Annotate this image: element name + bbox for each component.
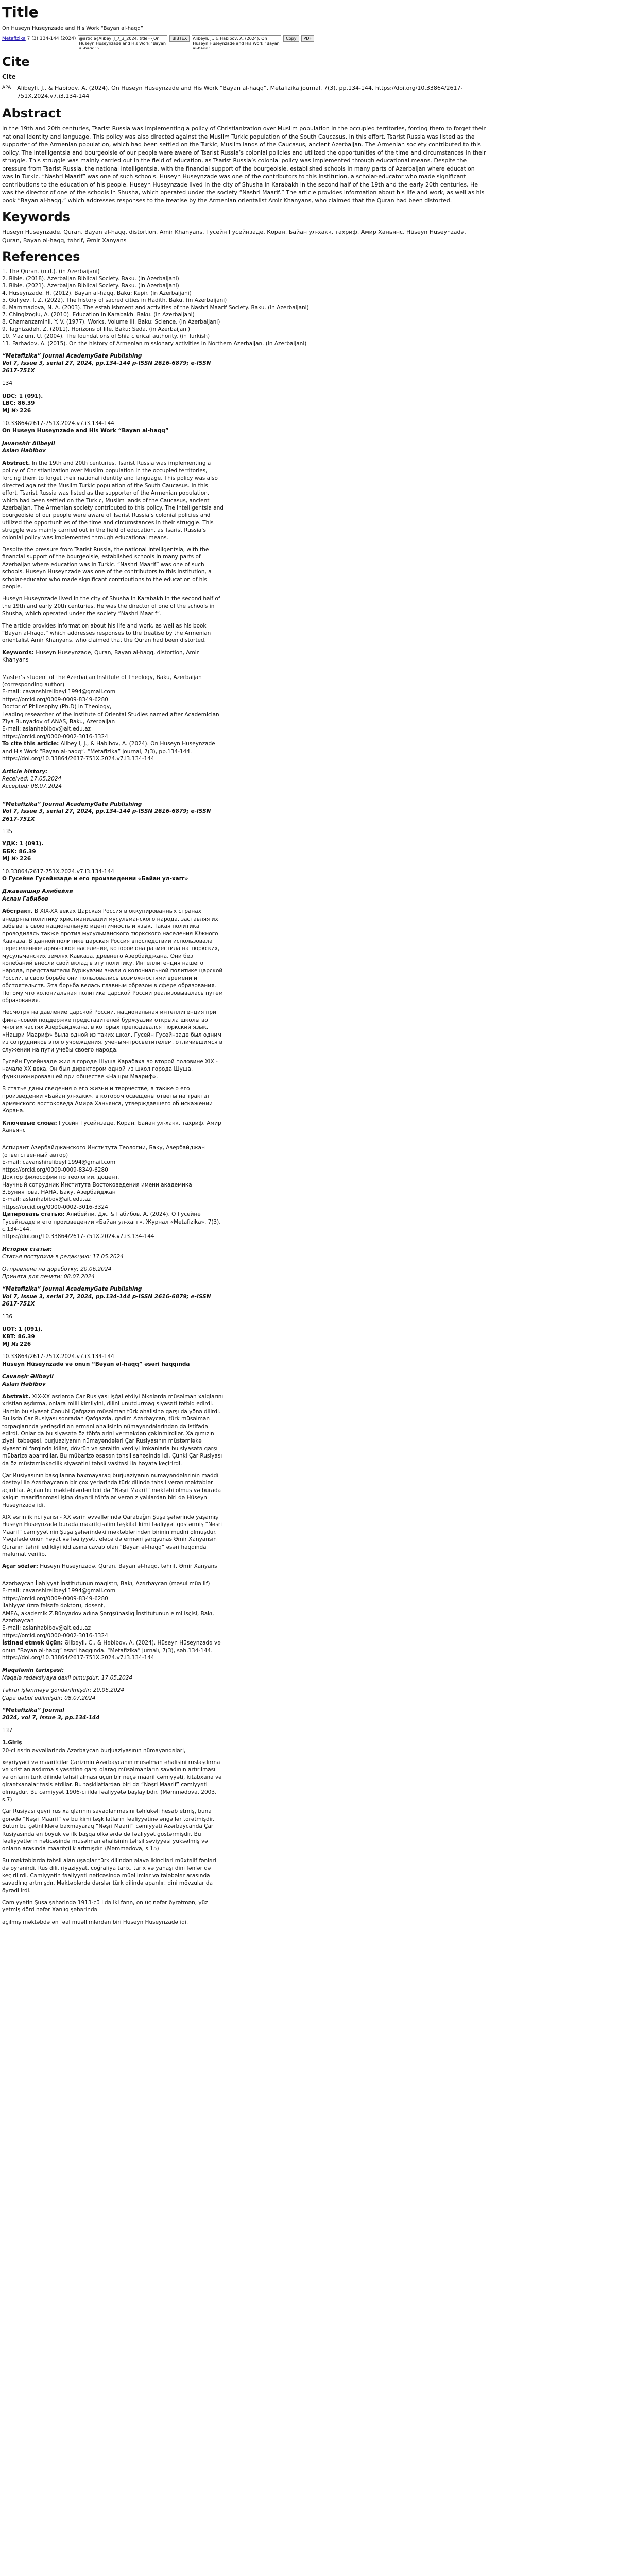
lbc: KBT: 86.39	[2, 1333, 35, 1340]
orcid: https://orcid.org/0000-0002-3016-3324	[2, 733, 108, 740]
affiliation: Doctor of Philosophy (Ph.D) in Theology,	[2, 704, 112, 710]
reference-item: 11. Farhadov, A. (2015). On the history of Armenian missionary activities in Northern Azerbaijan. (in Azerbaijani)	[2, 341, 307, 347]
cite-heading: Cite	[2, 54, 30, 69]
article-english	[2, 352, 224, 1926]
abstract-label: Abstrakt.	[2, 1393, 31, 1400]
abstract-paragraph	[2, 1393, 224, 1467]
keywords-text: Hüseyn Hüseynzadə, Quran, Bəyan əl-haqq, təhrif, Əmir Xanyans	[38, 1563, 217, 1570]
cite-label: To cite this article:	[2, 741, 59, 748]
volume-line: Vol 7, Issue 3, serial 27, 2024, pp.134-144 p-ISSN 2616-6879; e-ISSN 2617-751X	[2, 360, 211, 374]
cite-doi: https://doi.org/10.33864/2617-751X.2024.v7.i3.134-144	[2, 1654, 154, 1661]
journal-meta	[2, 35, 76, 43]
abstract-paragraph: The article provides information about his life and work, as well as his book “Bayan al-haqq,” which addresses responses to the treatise by the Armenian orientalist Amir Khanyans, who claimed that the Quran had been distorted.	[2, 622, 211, 644]
cite-label: İstinad etmək üçün:	[2, 1640, 63, 1647]
cite-label: Цитировать статью:	[2, 1211, 65, 1218]
email: E-mail: cavanshirelibeyli1994@gmail.com	[2, 1159, 116, 1166]
body-paragraph: xeyriyyəçi və maarifçilər Çarizmin Azərbaycanın müsəlman əhalisini ruslaşdırma və xristianlaşdırma siyasətinə qarşı olaraq müsəlmanların savadının artırılması və onların türk dilində təhsil alması üçün bir neçə maarif cəmiyyəti, kitabxana və qiraətxanalar təsis etdilər. Bu təşkilatlardan biri də “Nəşri Maarif” cəmiyyəti olmuşdur. Bu cəmiyyət 1906-cı ildə fəaliyyətə başlayıbdır. (Məmmədova, 2003, s.7)	[2, 1759, 222, 1803]
abstract-paragraph: Гусейн Гусейнзаде жил в городе Шуша Карабаха во второй половине XIX - начале XX века. Он был директором одной из школ города Шуша, функционировавшей при обществе «Нашри Маариф».	[2, 1058, 218, 1080]
reference-item: 4. Huseynzade, H. (2012). Bayan al-haqq. Baku: Kepir. (in Azerbaijani)	[2, 290, 192, 296]
page-number: 135	[2, 828, 13, 835]
reference-item: 10. Mazlum, U. (2004). The foundations of Shia clerical authority. (in Turkish)	[2, 333, 210, 340]
page-number: 136	[2, 1313, 13, 1320]
volume-line: 2024, vol 7, issue 3, pp.134-144	[2, 1715, 100, 1721]
cite-text: Alibeyli, J., & Habibov, A. (2024). On Huseyn Huseynzade and His Work “Bayan al-haqq”. “Metafizika” journal, 7(3), pp.134-144.	[2, 741, 215, 755]
cite-text: Əlibəyli, C., & Həbibov, A. (2024). Hüseyn Hüseynzadə və onun “Bəyan əl-haqq” əsəri haqqında. “Metafizika” jurnalı, 7(3), səh.134-144.	[2, 1640, 221, 1654]
article-title: Hüseyn Hüseynzadə və onun “Bəyan əl-haqq” əsəri haqqında	[2, 1361, 190, 1367]
abstract-paragraph	[2, 908, 224, 1004]
received-date: Received: 17.05.2024	[2, 775, 62, 782]
journal-line: “Metafizika” Journal AcademyGate Publishing	[2, 353, 142, 359]
references-heading: References	[2, 249, 80, 264]
email: E-mail: cavanshirelibeyli1994@gmail.com	[2, 1588, 116, 1595]
references-list	[2, 268, 486, 347]
mj-number: MJ № 226	[2, 408, 31, 414]
keywords-heading: Keywords	[2, 210, 71, 224]
body-paragraph: 20-ci əsrin əvvəllərində Azərbaycan burjuaziyasının nümayəndələri,	[2, 1747, 186, 1754]
volume-line: Vol 7, Issue 3, serial 27, 2024, pp.134-144 p-ISSN 2616-6879; e-ISSN 2617-751X	[2, 1293, 211, 1308]
mj-number: MJ № 226	[2, 856, 31, 862]
lbc: ББК: 86.39	[2, 848, 36, 855]
reference-item: 8. Chamanzaminli, Y. V. (1977). Works, Volume III. Baku: Science. (in Azerbaijani)	[2, 319, 220, 325]
journal-issue: 7 (3):134-144 (2024)	[25, 36, 76, 41]
page-title: Title	[2, 4, 39, 21]
history-label: Məqalənin tarixçəsi:	[2, 1667, 64, 1674]
reference-item: 5. Guliyev, I. Z. (2022). The history of sacred cities in Hadith. Baku. (in Azerbaijani)	[2, 297, 227, 303]
cite-this	[2, 740, 224, 755]
doi: 10.33864/2617-751X.2024.v7.i3.134-144	[2, 868, 114, 875]
journal-line: “Metafizika” Journal	[2, 1707, 64, 1714]
abstract-label: Абстракт.	[2, 908, 33, 915]
abstract-text: В XIX-XX веках Царская Россия в оккупированных странах внедряла политику христианизации мусульманского народа, заставляя их забывать свою национальную идентичность и язык. Такая политика проводилась также против мусульманского тюркского населения Южного Кавказа. В данной политике царская Россия впоследствии использовала переселённое армянское население, которое она разместила на тюркских, мусульманских землях Кавказа, древнего Азербайджана. Они без колебаний внесли свой вклад в эту политику. Интеллигенция нашего народа, представители буржуазии знали о колониальной политике царской России, в свою борьбе они пользовались возможностями времени и обстоятельств. Эта борьба велась главным образом в сфере образования. Потому что колониальная политика царской России реализовывалась путем образования.	[2, 908, 223, 1004]
accepted-date: Çapa qəbul edilmişdir: 08.07.2024	[2, 1694, 96, 1701]
udc: UOT: 1 (091).	[2, 1326, 43, 1333]
udc: УДК: 1 (091).	[2, 841, 44, 848]
page-number: 134	[2, 380, 13, 387]
page-subtitle: On Huseyn Huseynzade and His Work “Bayan al-haqq”	[2, 26, 144, 31]
reference-item: 9. Taghizadeh, Z. (2011). Horizons of life. Baku: Seda. (in Azerbaijani)	[2, 326, 190, 332]
cite-doi: https://doi.org/10.33864/2617-751X.2024.v7.i3.134-144	[2, 1233, 154, 1240]
affiliation: Доктор философии по теологии, доцент,	[2, 1174, 120, 1181]
page-number: 137	[2, 1727, 13, 1734]
copy-button[interactable]: Copy	[283, 35, 299, 42]
affiliation: AMEA, akademik Z.Bünyadov adına Şərqşünaslıq İnstitutunun elmi işçisi, Bakı, Azərbaycan	[2, 1610, 214, 1624]
keywords-label: Ключевые слова:	[2, 1120, 57, 1126]
abstract-paragraph: Huseyn Huseynzade lived in the city of Shusha in Karabakh in the second half of the 19th and early 20th centuries. He was the director of one of the schools in Shusha, which operated under the society “Nashri Maarif”.	[2, 596, 220, 617]
affiliation: Master’s student of the Azerbaijan Institute of Theology, Baku, Azerbaijan (corresponding author)	[2, 674, 202, 688]
author-name: Aslan Habibov	[2, 448, 46, 454]
reference-item: 1. The Quran. (n.d.). (in Azerbaijani)	[2, 268, 100, 275]
orcid: https://orcid.org/0000-0002-3016-3324	[2, 1632, 108, 1639]
body-paragraph: Bu məktəblərdə təhsil alan uşaqlar türk dilindən əlavə ikinciləri müxtəlif fənləri də öyrənirdi. Rus dili, riyaziyyat, coğrafiya tarix, tarix və yanaşı dini fənlər də keçirilirdi. Cəmiyyətin fəaliyyəti nəticəsində müəllimlər və tələbələr arasında savadlılıq artmışdır. Məktəblərdə dərslər türk dilində aparılır, dini mövzular da öyrədilirdi.	[2, 1857, 216, 1894]
udc: UDC: 1 (091).	[2, 393, 43, 399]
cite-doi: https://doi.org/10.33864/2617-751X.2024.v7.i3.134-144	[2, 756, 154, 762]
citation-toolbar	[2, 35, 486, 49]
affiliation: Leading researcher of the Institute of Oriental Studies named after Academician Ziya Bunyadov of ANAS, Baku, Azerbaijan	[2, 711, 219, 725]
reference-item: 7. Chingizoglu, A. (2010). Education in Karabakh. Baku. (in Azerbaijani)	[2, 312, 195, 318]
affiliation: Научный сотрудник Института Востоковедения имени академика З.Буниятова, НАНА, Баку, Азербайджан	[2, 1181, 192, 1195]
history-label: Article history:	[2, 768, 48, 775]
keywords	[2, 1120, 224, 1134]
orcid: https://orcid.org/0000-0002-3016-3324	[2, 1204, 108, 1210]
keywords-label: Açar sözlər:	[2, 1563, 38, 1570]
apa-citation	[2, 84, 486, 100]
received-date: Məqalə redaksiyaya daxil olmuşdur: 17.05.2024	[2, 1674, 133, 1681]
abstract-paragraph: XIX əsrin ikinci yarısı - XX əsrin əvvəllərində Qarabağın Şuşa şəhərində yaşamış Hüseyn Hüseynzadə burada maarifçi-alim təşkilat kimi fəaliyyət göstərmiş “Nəşri Maarif” cəmiyyətinin Şuşa şəhərindəki məktəblərindən birinin müdiri olmuşdur. Məqalədə onun həyat və fəaliyyəti, eləcə də erməni şərqşünas Əmir Xanyansın Quranın təhrif edildiyi iddiasına cavab olan “Bəyan əl-haqq” əsəri haqqında məlumat verilib.	[2, 1514, 222, 1558]
doi: 10.33864/2617-751X.2024.v7.i3.134-144	[2, 1353, 114, 1360]
pdf-button[interactable]: PDF	[301, 35, 315, 42]
article-title: On Huseyn Huseynzade and His Work “Bayan al-haqq”	[2, 428, 169, 434]
lbc: LBC: 86.39	[2, 400, 35, 407]
author-name: Джаваншир Алибейли	[2, 888, 73, 895]
abstract-paragraph: В статье даны сведения о его жизни и творчестве, а также о его произведении «Байан ул-хакк», в котором освещены ответы на трактат армянского востоковеда Амира Ханьянса, утверждавшего об искажении Корана.	[2, 1086, 213, 1114]
reference-item: 6. Mammadova, N. A. (2003). The establishment and activities of the Nashri Maarif Society. Baku. (in Azerbaijani)	[2, 304, 309, 311]
abstract-text: XIX-XX əsrlərdə Çar Rusiyası işğal etdiyi ölkələrdə müsəlman xalqlarını xristianlaşdırma, onlara milli kimliyini, dilini unutdurmaq siyasəti tətbiq edirdi. Həmin bu siyasət Cənubi Qafqazın müsəlman türk əhalisinə qarşı da yönəldilirdi. Bu işdə Çar Rusiyası sonradan Qafqazda, qədim Azərbaycan, türk müsəlman torpaqlarında yerləşdirilən erməni əhalisinin nümayəndələrindən də istifadə edirdi. Onlar da bu siyasətə öz töhfələrini verməkdən çəkinmirdilər. Xalqımızın ziyalı təbəqəsi, burjuaziyanın nümayəndələri Çar Rusiyasının müstəmləkə siyasətini fərqində idilər, dövrün və şəraitin verdiyi imkanlarla bu siyasətə qarşı mübarizə aparırdılar. Bu mübarizə əsasən təhsil sahəsində idi. Çünki Çar Rusiyası da öz müstəmləkəçilik siyasətini təhsil vasitəsi ilə həyata keçirirdi.	[2, 1393, 224, 1467]
accepted-date: Принята для печати: 08.07.2024	[2, 1274, 95, 1280]
mj-number: MJ № 226	[2, 1341, 31, 1347]
keywords-text: Гусейн Гусейнзаде, Коран, Байан ул-хакк, тахриф, Амир Ханьянс	[2, 1120, 221, 1134]
email: E-mail: cavanshirelibeyli1994@gmail.com	[2, 689, 116, 696]
abstract-paragraph: Çar Rusiyasının basqılarına baxmayaraq burjuaziyanın nümayəndələrinin maddi dəstəyi ilə Azərbaycanın bir çox yerlərində türk dilində təhsil verən məktəblər açırdılar. Açılan bu məktəblərdən biri də “Nəşri Maarif” məktəbi olmuş və burada xalqın maariflənməsi işinə dəyərli töhfələr verən ziyalılardan biri də Hüseyn Hüseynzadə idi.	[2, 1472, 221, 1509]
orcid: https://orcid.org/0009-0009-8349-6280	[2, 1595, 108, 1602]
email: E-mail: aslanhabibov@ait.edu.az	[2, 726, 91, 733]
keywords-label: Keywords:	[2, 649, 34, 656]
article-title: О Гусейне Гусейнзаде и его произведении «Байан ул-хагг»	[2, 875, 188, 882]
cite-text: Алибейли, Дж. & Габибов, А. (2024). О Гусейне Гусейнзаде и его произведении «Байан ул-хагг». Журнал «Metafizika», 7(3), с.134-144.	[2, 1211, 221, 1233]
abstract-label: Abstract.	[2, 460, 30, 467]
keywords	[2, 649, 224, 664]
revised-date: Təkrar işlənməyə göndərilmişdir: 20.06.2024	[2, 1687, 125, 1694]
author-name: Cavanşir Əlibəyli	[2, 1374, 54, 1380]
cite-subheading: Cite	[2, 73, 16, 80]
affiliation: Аспирант Азербайджанского Института Теологии, Баку, Азербайджан (ответственный автор)	[2, 1144, 205, 1158]
email: E-mail: aslanhabibov@ait.edu.az	[2, 1196, 91, 1203]
history-label: История статьи:	[2, 1246, 53, 1252]
affiliation: Azərbaycan İlahiyyat İnstitutunun magistrı, Bakı, Azərbaycan (məsul müəllif)	[2, 1580, 210, 1587]
journal-link[interactable]: Metafizika	[2, 36, 26, 41]
abstract-paragraph: Несмотря на давление царской России, национальная интеллигенция при финансовой поддержке представителей буржуазии открыла школы во многих частях Азербайджана, в которых преподавался тюркский язык. «Нашри Маариф» была одной из таких школ. Гусейн Гусейнзаде был одним из сотрудников этого учреждения, ученым-просветителем, отличившимся в служении на пути учебы своего народа.	[2, 1009, 222, 1053]
abstract-text: In the 19th and 20th centuries, Tsarist Russia was implementing a policy of Christianization over Muslim population in the occupied territories, forcing them to forget their national identity and language. This policy was also directed against the Muslim Turkic population of the South Caucasus. In this effort, Tsarist Russia was listed as the supporter of the Armenian population, which had been settled on the Turkic, Muslim lands of the Caucasus, ancient Azerbaijan. The Armenian society contributed to this policy. The intelligentsia and bourgeoisie of our people were aware of Tsarist Russia’s colonial policies and utilized the opportunities of the time and circumstances in their struggle. This struggle was mainly carried out in the field of education, as Tsarist Russia’s colonial policy was implemented through educational means.	[2, 460, 224, 541]
accepted-date: Accepted: 08.07.2024	[2, 783, 62, 790]
affiliation: İlahiyyat üzrə fəlsəfə doktoru, dosent,	[2, 1603, 105, 1609]
abstract-heading: Abstract	[2, 106, 62, 121]
received-date: Статья поступила в редакцию: 17.05.2024	[2, 1253, 124, 1260]
journal-line: “Metafizika” Journal AcademyGate Publishing	[2, 801, 142, 807]
body-paragraph: Çar Rusiyası qeyri rus xalqlarının savadlanmasını təhlükəli hesab etmiş, buna görədə “Nəşri Maarif” və bu kimi təşkilatların fəaliyyətinə əngəllər törətmişdir. Bütün bu çətinliklərə baxmayaraq “Nəşri Maarif” cəmiyyəti Azərbaycanda Çar Rusiyasında ən böyük və ilk başqa ölkələrdə də fəaliyyət göstərmişdir. Bu fəaliyyətlərin nəticəsində müsəlman əhalisinin təhsil səviyyəsi yüksəlmiş və onların arasında maarifçilik artmışdır. (Məmmədova, s.15)	[2, 1808, 215, 1852]
bibtex-textarea[interactable]	[78, 35, 167, 49]
reference-item: 2. Bible. (2018). Azerbaijan Biblical Society. Baku. (in Azerbaijani)	[2, 276, 179, 282]
apa-text: Alibeyli, J., & Habibov, A. (2024). On Huseyn Huseynzade and His Work “Bayan al-haqq”. Metafizika journal, 7(3), pp.134-144. https://doi.org/10.33864/2617-751X.2024.v7.i3.134-144	[17, 84, 463, 99]
doi: 10.33864/2617-751X.2024.v7.i3.134-144	[2, 420, 114, 427]
body-paragraph: Cəmiyyətin Şuşa şəhərində 1913-cü ildə iki fənn, on üç nəfər öyrətmən, yüz yetmiş dörd nəfər Xanlıq şəhərində	[2, 1899, 208, 1913]
reference-item: 3. Bible. (2021). Azerbaijan Biblical Society. Baku. (in Azerbaijani)	[2, 283, 179, 289]
revised-date: Отправлена на доработку: 20.06.2024	[2, 1266, 112, 1273]
cite-this	[2, 1211, 224, 1233]
abstract-paragraph: Despite the pressure from Tsarist Russia, the national intelligentsia, with the financial support of the bourgeoisie, established schools in many parts of Azerbaijan where education was in Turkic. “Nashri Maarif” was one of such schools. Huseyn Huseynzade was one of the contributors to this institution, a scholar-educator who made significant contributions to the education of his people.	[2, 546, 212, 590]
keywords-text: Huseyn Huseynzade, Quran, Bayan al-haqq, distortion, Amir Khanyans	[2, 649, 199, 664]
body-paragraph: açılmış məktəbdə ən fəal müəllimlərdən biri Hüseyn Hüseynzadə idi.	[2, 1919, 188, 1925]
email: E-mail: aslanhabibov@ait.edu.az	[2, 1625, 91, 1632]
keywords-text: Huseyn Huseynzade, Quran, Bayan al-haqq, distortion, Amir Khanyans, Гусейн Гусейнзаде, Коран, Байан ул-хакк, тахриф, Амир Ханьянс, Hüseyn Hüseynzadə, Quran, Bəyan əl-haqq, təhrif, Əmir Xanyans	[2, 229, 466, 244]
keywords	[2, 1563, 224, 1570]
abstract-text: In the 19th and 20th centuries, Tsarist Russia was implementing a policy of Christianization over Muslim population in the occupied territories, forcing them to forget their national identity and language. This policy was also directed against the Muslim Turkic population of the South Caucasus. In this effort, Tsarist Russia was listed as the supporter of the Armenian population, which had been settled on the Turkic, Muslim lands of the Caucasus, ancient Azerbaijan. The Armenian society contributed to this policy. The intelligentsia and bourgeoisie of our people were aware of Tsarist Russia’s colonial policies and utilized the opportunities of the time and circumstances in their struggle. This struggle was mainly carried out in the field of education, as Tsarist Russia’s colonial policy was implemented through educational means. Despite the pressure from Tsarist Russia, the national intelligentsia, with the financial support of the bourgeoisie, established schools in many parts of Azerbaijan where education was in Turkic. “Nashri Maarif” was one of such schools. Huseyn Huseynzade was one of the contributors to this institution, a scholar-educator who made significant contributions to the education of his people. Huseyn Huseynzade lived in the city of Shusha in Karabakh in the second half of the 19th and the early 20th centuries. He was the director of one of the schools in Shusha, which operated under the society “Nashri Maarif.” The article provides information about his life and work, as well as his book “Bayan al-haqq,” which addresses responses to the treatise by the Armenian orientalist Amir Khanyans, who claimed that the Quran had been distorted.	[2, 125, 486, 204]
volume-line: Vol 7, Issue 3, serial 27, 2024, pp.134-144 p-ISSN 2616-6879; e-ISSN 2617-751X	[2, 808, 211, 822]
orcid: https://orcid.org/0009-0009-8349-6280	[2, 696, 108, 703]
author-name: Аслан Габибов	[2, 895, 48, 902]
apa-textarea[interactable]	[192, 35, 281, 49]
author-name: Aslan Həbibov	[2, 1381, 46, 1387]
journal-line: “Metafizika” Journal AcademyGate Publishing	[2, 1286, 142, 1293]
abstract-paragraph	[2, 460, 224, 541]
bibtex-button[interactable]: BIBTEX	[169, 35, 190, 42]
section-heading: 1.Giriş	[2, 1740, 22, 1747]
author-name: Javanshir Alibeyli	[2, 440, 55, 447]
orcid: https://orcid.org/0009-0009-8349-6280	[2, 1166, 108, 1173]
cite-this	[2, 1639, 224, 1654]
apa-label: APA	[2, 85, 11, 90]
